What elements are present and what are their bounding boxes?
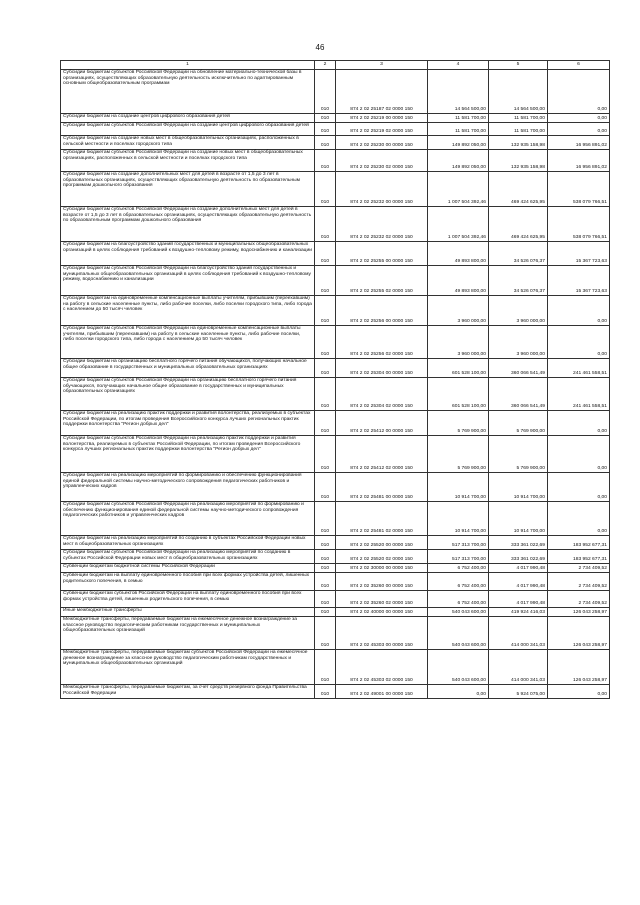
table-row <box>61 266 610 296</box>
row-plan: 11 581 700,00 <box>428 114 489 123</box>
row-kbk: 874 2 02 45303 02 0000 150 <box>336 650 428 685</box>
row-done: 414 000 341,03 <box>489 617 548 650</box>
row-done: 333 361 022,69 <box>489 536 548 550</box>
row-plan: 540 043 600,00 <box>428 608 489 617</box>
row-name: Субвенции бюджетам на выплату единовременного пособия при всех формах устройства детей, лишенных родительского попечения, в семью <box>61 573 315 591</box>
row-done: 3 960 000,00 <box>489 326 548 359</box>
row-name: Субсидии бюджетам субъектов Российской Федерации на создание центров цифрового образования детей <box>61 123 315 136</box>
row-rest: 183 952 677,31 <box>548 536 610 550</box>
row-code: 010 <box>315 326 336 359</box>
row-code: 010 <box>315 123 336 136</box>
row-code: 010 <box>315 608 336 617</box>
row-name: Субсидии бюджетам субъектов Российской Федерации на единовременные компенсационные выплаты учителям, прибывшим (переехавшим) на работу в сельские населенные пункты, либо рабочие поселки, либо поселки городского типа, либо города с населением до 50 тысяч человек <box>61 326 315 359</box>
row-code: 010 <box>315 550 336 564</box>
row-kbk: 874 2 02 25304 02 0000 150 <box>336 378 428 411</box>
row-kbk: 874 2 02 25256 02 0000 150 <box>336 326 428 359</box>
row-name: Субсидии бюджетам субъектов Российской Федерации на реализацию мероприятий по формированию и обеспечению функционирования единой федеральной системы научно-методического сопровождения педагогических работников и управленческих кадров <box>61 502 315 536</box>
row-done: 469 424 625,95 <box>489 172 548 207</box>
table-header-row <box>61 61 610 70</box>
row-plan: 3 960 000,00 <box>428 296 489 326</box>
row-done: 3 960 000,00 <box>489 296 548 326</box>
row-rest: 0,00 <box>548 685 610 699</box>
row-plan: 540 043 600,00 <box>428 650 489 685</box>
row-rest: 126 043 258,97 <box>548 650 610 685</box>
column-header: 6 <box>548 61 610 70</box>
row-code: 010 <box>315 617 336 650</box>
row-done: 419 924 416,03 <box>489 608 548 617</box>
row-name: Межбюджетные трансферты, передаваемые бюджетам, за счет средств резервного фонда Правительства Российской Федерации <box>61 685 315 699</box>
row-kbk: 874 2 02 25255 00 0000 150 <box>336 242 428 266</box>
row-name: Субсидии бюджетам на создание центров цифрового образования детей <box>61 114 315 123</box>
row-plan: 601 528 100,00 <box>428 378 489 411</box>
row-kbk: 874 2 02 25219 02 0000 150 <box>336 123 428 136</box>
row-kbk: 874 2 02 25230 02 0000 150 <box>336 150 428 172</box>
row-done: 10 914 700,00 <box>489 473 548 502</box>
row-done: 4 017 990,48 <box>489 564 548 573</box>
row-done: 11 581 700,00 <box>489 123 548 136</box>
table-row <box>61 123 610 136</box>
row-name: Иные межбюджетные трансферты <box>61 608 315 617</box>
row-name: Субсидии бюджетам на создание новых мест в общеобразовательных организациях, расположенных в сельской местности и поселках городского типа <box>61 136 315 150</box>
table-row <box>61 378 610 411</box>
table-row <box>61 296 610 326</box>
table-row <box>61 591 610 608</box>
row-name: Субсидии бюджетам на благоустройство зданий государственных и муниципальных общеобразовательных организаций в целях соблюдения требований к воздушно-тепловому режиму, водоснабжению и канализации <box>61 242 315 266</box>
column-header: 1 <box>61 61 315 70</box>
row-name: Субсидии бюджетам на реализацию мероприятий по созданию в субъектах Российской Федерации новых мест в общеобразовательных организациях <box>61 536 315 550</box>
row-rest: 241 461 558,51 <box>548 359 610 378</box>
row-plan: 14 564 500,00 <box>428 70 489 114</box>
row-code: 010 <box>315 359 336 378</box>
row-kbk: 874 2 02 45303 00 0000 150 <box>336 617 428 650</box>
row-done: 34 526 076,37 <box>489 242 548 266</box>
row-done: 414 000 341,03 <box>489 650 548 685</box>
table-row <box>61 70 610 114</box>
row-plan: 6 752 400,00 <box>428 573 489 591</box>
row-done: 360 066 541,49 <box>489 378 548 411</box>
row-plan: 5 769 900,00 <box>428 411 489 436</box>
row-kbk: 874 2 02 25520 00 0000 150 <box>336 536 428 550</box>
row-rest: 0,00 <box>548 296 610 326</box>
row-name: Субсидии бюджетам субъектов Российской Федерации на реализацию мероприятий по созданию в субъектах Российской Федерации новых мест в общеобразовательных организациях <box>61 550 315 564</box>
row-done: 132 935 158,98 <box>489 150 548 172</box>
row-code: 010 <box>315 411 336 436</box>
row-code: 010 <box>315 536 336 550</box>
row-name: Субвенции бюджетам субъектов Российской Федерации на выплату единовременного пособия при всех формах устройства детей, лишенных родительского попечения, в семью <box>61 591 315 608</box>
row-code: 010 <box>315 502 336 536</box>
table-row <box>61 242 610 266</box>
row-done: 5 769 900,00 <box>489 436 548 473</box>
row-name: Субсидии бюджетам на создание дополнительных мест для детей в возрасте от 1,5 до 3 лет в образовательных организациях, осуществляющих образовательную деятельность по образовательным программам дошкольного образования <box>61 172 315 207</box>
row-done: 34 526 076,37 <box>489 266 548 296</box>
row-name: Субвенции бюджетам бюджетной системы Российской Федерации <box>61 564 315 573</box>
table-row <box>61 207 610 242</box>
row-rest: 0,00 <box>548 326 610 359</box>
row-code: 010 <box>315 70 336 114</box>
row-plan: 0,00 <box>428 685 489 699</box>
row-plan: 6 752 400,00 <box>428 591 489 608</box>
row-kbk: 874 2 02 30000 00 0000 150 <box>336 564 428 573</box>
row-rest: 15 367 723,63 <box>548 242 610 266</box>
row-rest: 183 952 677,31 <box>548 550 610 564</box>
table-row <box>61 550 610 564</box>
row-kbk: 874 2 02 25256 00 0000 150 <box>336 296 428 326</box>
row-kbk: 874 2 02 25187 02 0000 150 <box>336 70 428 114</box>
row-code: 010 <box>315 591 336 608</box>
table-row <box>61 650 610 685</box>
row-code: 010 <box>315 136 336 150</box>
row-name: Субсидии бюджетам субъектов Российской Федерации на организацию бесплатного горячего питания обучающихся, получающих начальное общее образование в государственных и муниципальных образовательных организациях <box>61 378 315 411</box>
column-header: 3 <box>336 61 428 70</box>
row-rest: 0,00 <box>548 436 610 473</box>
table-row <box>61 608 610 617</box>
table-row <box>61 150 610 172</box>
row-rest: 538 079 766,51 <box>548 207 610 242</box>
row-plan: 11 581 700,00 <box>428 123 489 136</box>
row-done: 10 914 700,00 <box>489 502 548 536</box>
row-code: 010 <box>315 150 336 172</box>
row-name: Субсидии бюджетам на единовременные компенсационные выплаты учителям, прибывшим (переехавшим) на работу в сельские населенные пункты, либо рабочие поселки, либо поселки городского типа, либо города с населением до 50 тысяч человек <box>61 296 315 326</box>
row-rest: 16 956 891,02 <box>548 136 610 150</box>
row-rest: 538 079 766,51 <box>548 172 610 207</box>
table-row <box>61 114 610 123</box>
row-name: Межбюджетные трансферты, передаваемые бюджетам субъектов Российской Федерации на ежемесячное денежное вознаграждение за классное руководство педагогическим работникам государственных и муниципальных общеобразовательных организаций <box>61 650 315 685</box>
row-rest: 2 734 409,52 <box>548 573 610 591</box>
column-header: 5 <box>489 61 548 70</box>
row-name: Субсидии бюджетам на реализацию практик поддержки и развития волонтерства, реализуемых в субъектах Российской Федерации, по итогам проведения Всероссийского конкурса лучших региональных практик поддержки волонтерства "Регион добрых дел" <box>61 411 315 436</box>
row-code: 010 <box>315 473 336 502</box>
row-kbk: 874 2 02 35260 02 0000 150 <box>336 591 428 608</box>
row-code: 010 <box>315 207 336 242</box>
row-plan: 149 892 050,00 <box>428 150 489 172</box>
row-kbk: 874 2 02 25304 00 0000 150 <box>336 359 428 378</box>
row-code: 010 <box>315 296 336 326</box>
row-kbk: 874 2 02 25412 00 0000 150 <box>336 411 428 436</box>
row-plan: 601 528 100,00 <box>428 359 489 378</box>
row-plan: 6 752 400,00 <box>428 564 489 573</box>
row-name: Субсидии бюджетам на реализацию мероприятий по формированию и обеспечению функционирования единой федеральной системы научно-методического сопровождения педагогических работников и управленческих кадров <box>61 473 315 502</box>
table-row <box>61 536 610 550</box>
row-rest: 126 043 258,97 <box>548 617 610 650</box>
row-kbk: 874 2 02 35260 00 0000 150 <box>336 573 428 591</box>
row-rest: 126 043 258,97 <box>548 608 610 617</box>
row-plan: 3 960 000,00 <box>428 326 489 359</box>
table-row <box>61 326 610 359</box>
row-name: Субсидии бюджетам субъектов Российской Федерации на обновление материально-технической базы в организациях, осуществляющих образовательную деятельность исключительно по адаптированным основным общеобразовательным программам <box>61 70 315 114</box>
table-row <box>61 685 610 699</box>
row-code: 010 <box>315 172 336 207</box>
row-plan: 49 893 800,00 <box>428 266 489 296</box>
row-plan: 517 313 700,00 <box>428 536 489 550</box>
row-code: 010 <box>315 378 336 411</box>
row-plan: 517 313 700,00 <box>428 550 489 564</box>
row-rest: 0,00 <box>548 114 610 123</box>
row-name: Субсидии бюджетам субъектов Российской Федерации на создание новых мест в общеобразовательных организациях, расположенных в сельской местности и поселках городского типа <box>61 150 315 172</box>
row-code: 010 <box>315 436 336 473</box>
column-header: 2 <box>315 61 336 70</box>
row-done: 360 066 541,49 <box>489 359 548 378</box>
row-rest: 0,00 <box>548 473 610 502</box>
row-rest: 0,00 <box>548 70 610 114</box>
row-done: 4 017 990,48 <box>489 573 548 591</box>
table-row <box>61 564 610 573</box>
row-code: 010 <box>315 242 336 266</box>
row-code: 010 <box>315 573 336 591</box>
row-code: 010 <box>315 650 336 685</box>
table-row <box>61 573 610 591</box>
table-row <box>61 136 610 150</box>
row-rest: 0,00 <box>548 502 610 536</box>
row-plan: 1 007 504 392,46 <box>428 172 489 207</box>
row-rest: 2 734 409,52 <box>548 564 610 573</box>
row-plan: 540 043 600,00 <box>428 617 489 650</box>
row-kbk: 874 2 02 25232 00 0000 150 <box>336 172 428 207</box>
row-plan: 49 893 800,00 <box>428 242 489 266</box>
table-row <box>61 502 610 536</box>
row-done: 5 769 900,00 <box>489 411 548 436</box>
row-rest: 2 734 409,52 <box>548 591 610 608</box>
row-done: 14 564 500,00 <box>489 70 548 114</box>
row-kbk: 874 2 02 25412 02 0000 150 <box>336 436 428 473</box>
row-rest: 16 956 891,02 <box>548 150 610 172</box>
row-code: 010 <box>315 114 336 123</box>
row-done: 333 361 022,69 <box>489 550 548 564</box>
table-row <box>61 436 610 473</box>
page-number: 46 <box>315 43 325 52</box>
row-done: 132 935 158,98 <box>489 136 548 150</box>
row-plan: 10 914 700,00 <box>428 473 489 502</box>
row-kbk: 874 2 02 25232 02 0000 150 <box>336 207 428 242</box>
row-done: 469 424 625,95 <box>489 207 548 242</box>
row-name: Субсидии бюджетам субъектов Российской Федерации на благоустройство зданий государственных и муниципальных общеобразовательных организаций в целях соблюдения требований к воздушно-тепловому режиму, водоснабжению и канализации <box>61 266 315 296</box>
row-kbk: 874 2 02 25481 00 0000 150 <box>336 473 428 502</box>
row-name: Межбюджетные трансферты, передаваемые бюджетам на ежемесячное денежное вознаграждение за классное руководство педагогическим работникам государственных и муниципальных общеобразовательных организаций <box>61 617 315 650</box>
row-plan: 149 892 050,00 <box>428 136 489 150</box>
row-plan: 1 007 504 392,46 <box>428 207 489 242</box>
row-plan: 10 914 700,00 <box>428 502 489 536</box>
row-done: 11 581 700,00 <box>489 114 548 123</box>
row-kbk: 874 2 02 25230 00 0000 150 <box>336 136 428 150</box>
row-kbk: 874 2 02 25255 02 0000 150 <box>336 266 428 296</box>
row-kbk: 874 2 02 40000 00 0000 150 <box>336 608 428 617</box>
table-row <box>61 411 610 436</box>
row-code: 010 <box>315 266 336 296</box>
row-name: Субсидии бюджетам субъектов Российской Федерации на создание дополнительных мест для детей в возрасте от 1,5 до 3 лет в образовательных организациях, осуществляющих образовательную деятельность по образовательным программам дошкольного образования <box>61 207 315 242</box>
row-rest: 0,00 <box>548 123 610 136</box>
row-code: 010 <box>315 564 336 573</box>
table-row <box>61 359 610 378</box>
row-plan: 5 769 900,00 <box>428 436 489 473</box>
row-rest: 0,00 <box>548 411 610 436</box>
row-kbk: 874 2 02 25520 02 0000 150 <box>336 550 428 564</box>
budget-table <box>60 60 610 699</box>
row-rest: 241 461 558,51 <box>548 378 610 411</box>
row-rest: 15 367 723,63 <box>548 266 610 296</box>
row-kbk: 874 2 02 49001 00 0000 150 <box>336 685 428 699</box>
row-code: 010 <box>315 685 336 699</box>
table-row <box>61 172 610 207</box>
row-name: Субсидии бюджетам на организацию бесплатного горячего питания обучающихся, получающих начальное общее образование в государственных и муниципальных образовательных организациях <box>61 359 315 378</box>
row-done: 5 924 075,00 <box>489 685 548 699</box>
row-kbk: 874 2 02 25219 00 0000 150 <box>336 114 428 123</box>
column-header: 4 <box>428 61 489 70</box>
table-row <box>61 473 610 502</box>
row-done: 4 017 990,48 <box>489 591 548 608</box>
table-row <box>61 617 610 650</box>
row-kbk: 874 2 02 25481 02 0000 150 <box>336 502 428 536</box>
row-name: Субсидии бюджетам субъектов Российской Федерации на реализацию практик поддержки и развития волонтерства, реализуемых в субъектах Российской Федерации, по итогам проведения Всероссийского конкурса лучших региональных практик поддержки волонтерства "Регион добрых дел" <box>61 436 315 473</box>
